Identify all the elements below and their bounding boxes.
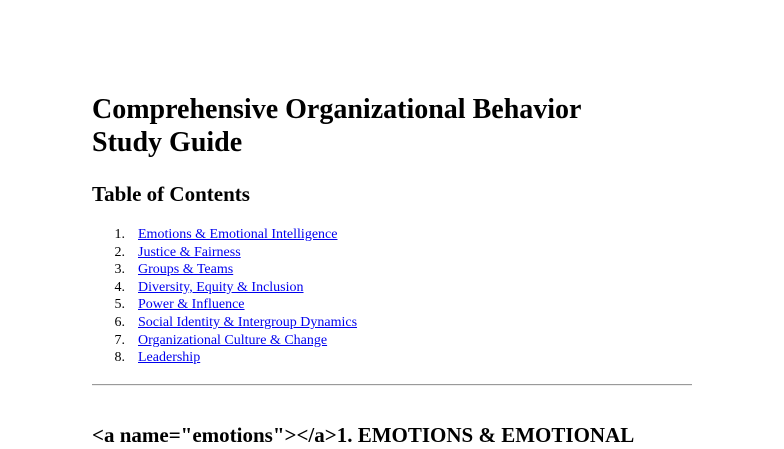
toc-heading: Table of Contents <box>92 182 250 206</box>
toc-item-number: 3. <box>114 262 125 278</box>
toc-item-power <box>92 296 357 314</box>
toc-item-number: 2. <box>114 244 125 260</box>
toc-link-leadership[interactable]: Leadership <box>138 350 201 366</box>
toc-item-number: 4. <box>114 279 125 295</box>
toc-link-groups[interactable]: Groups & Teams <box>138 262 234 278</box>
toc-link-diversity[interactable]: Diversity, Equity & Inclusion <box>138 279 304 295</box>
toc-item-number: 6. <box>114 314 125 330</box>
toc-link-justice[interactable]: Justice & Fairness <box>138 244 241 260</box>
page-title <box>92 93 692 159</box>
section-heading-emotions: <a name="emotions"></a>1. EMOTIONS & EMOTIONAL <box>92 423 635 447</box>
horizontal-divider <box>92 384 692 386</box>
toc-item-number: 1. <box>114 227 125 242</box>
page-title-line-2: Study Guide <box>92 127 243 158</box>
toc-item-groups <box>92 261 357 279</box>
toc-link-emotions[interactable]: Emotions & Emotional Intelligence <box>138 227 338 242</box>
toc-item-culture <box>92 332 357 350</box>
toc-item-leadership <box>92 349 357 367</box>
toc-link-social-identity[interactable]: Social Identity & Intergroup Dynamics <box>138 314 358 330</box>
page-title-line-1: Comprehensive Organizational Behavior <box>92 94 582 125</box>
table-of-contents <box>92 226 357 367</box>
toc-item-emotions <box>92 226 357 244</box>
toc-item-social-identity <box>92 314 357 332</box>
toc-item-number: 8. <box>114 350 125 366</box>
toc-item-justice <box>92 244 357 262</box>
toc-item-number: 5. <box>114 297 125 313</box>
toc-item-number: 7. <box>114 332 125 348</box>
toc-link-power[interactable]: Power & Influence <box>138 297 245 313</box>
toc-link-culture[interactable]: Organizational Culture & Change <box>138 332 328 348</box>
toc-item-diversity <box>92 279 357 297</box>
